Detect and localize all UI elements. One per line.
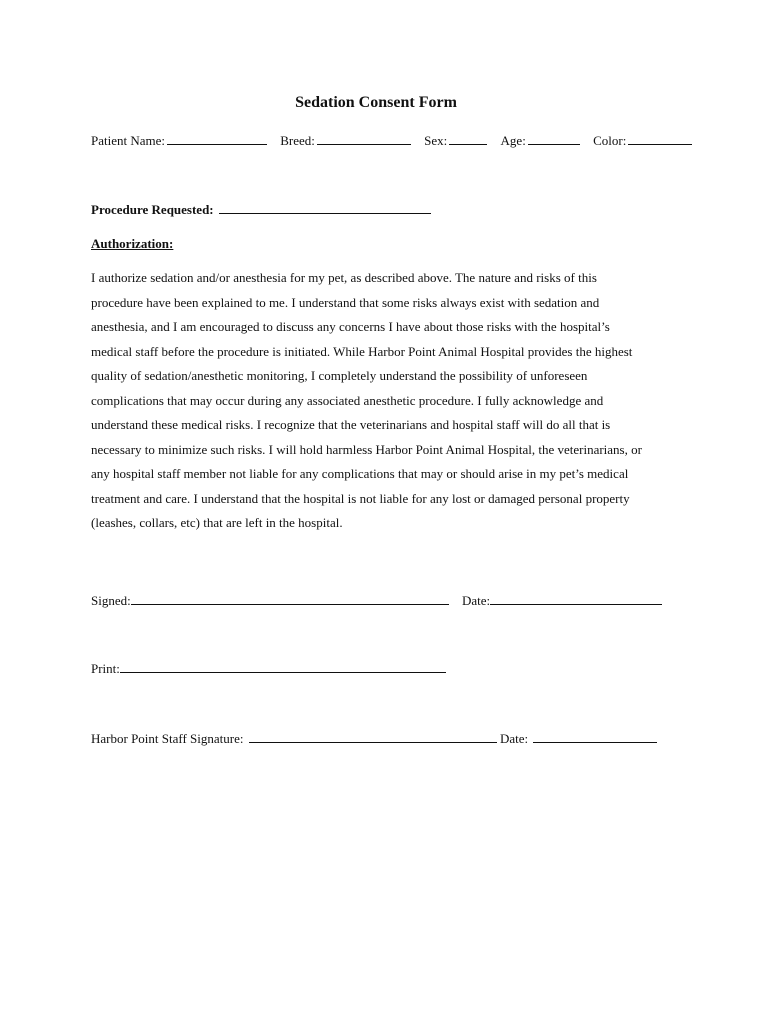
staff-signature-blank[interactable] [249, 731, 497, 743]
print-label: Print: [91, 661, 120, 676]
signature-row [91, 593, 662, 609]
paragraph-line: I authorize sedation and/or anesthesia for my pet, as described above. The nature and risks of this [91, 270, 597, 285]
date-blank[interactable] [490, 593, 662, 605]
paragraph-line: medical staff before the procedure is initiated. While Harbor Point Animal Hospital provides the highest [91, 343, 633, 359]
patient-name-label: Patient Name: [91, 133, 166, 148]
breed-blank[interactable] [317, 133, 411, 145]
authorization-heading: Authorization: [91, 236, 174, 251]
print-blank[interactable] [120, 661, 446, 673]
paragraph-line: complications that may occur during any associated anesthetic procedure. I fully acknowledge and [91, 392, 604, 408]
procedure-requested-blank[interactable] [219, 202, 431, 214]
procedure-requested-label: Procedure Requested: [91, 202, 214, 217]
sex-field [424, 133, 490, 148]
procedure-requested-row [91, 202, 431, 218]
age-blank[interactable] [528, 133, 580, 145]
breed-field [280, 133, 414, 148]
age-label: Age: [500, 133, 526, 148]
patient-name-field [91, 133, 270, 148]
sex-blank[interactable] [449, 133, 487, 145]
paragraph-line: anesthesia, and I am encouraged to discuss any concerns I have about those risks with the hospital’s [91, 319, 610, 334]
paragraph-line: any hospital staff member not liable for any complications that may or should arise in my pet’s medical [91, 466, 629, 481]
breed-label: Breed: [280, 133, 315, 148]
paragraph-line: procedure have been explained to me. I understand that some risks always exist with sedation and [91, 294, 600, 310]
patient-name-blank[interactable] [167, 133, 267, 145]
paragraph-line: treatment and care. I understand that the hospital is not liable for any lost or damaged personal property [91, 490, 630, 506]
age-field [501, 133, 584, 148]
sex-label: Sex: [424, 133, 448, 148]
form-title: Sedation Consent Form [295, 94, 457, 111]
paragraph-line: (leashes, collars, etc) that are left in the hospital. [91, 515, 343, 530]
patient-info-row [91, 133, 702, 149]
color-blank[interactable] [628, 133, 692, 145]
color-field [593, 133, 692, 148]
print-row [91, 661, 446, 677]
signed-blank[interactable] [131, 593, 449, 605]
staff-date-blank[interactable] [533, 731, 657, 743]
staff-signature-row [91, 731, 657, 747]
signed-label: Signed: [91, 593, 131, 608]
staff-signature-label: Harbor Point Staff Signature: [91, 731, 244, 746]
staff-date-label: Date: [500, 731, 529, 746]
color-label: Color: [593, 133, 627, 148]
date-label: Date: [461, 593, 491, 608]
paragraph-line: understand these medical risks. I recognize that the veterinarians and hospital staff will do all that is [91, 417, 611, 432]
authorization-paragraph [91, 266, 691, 536]
paragraph-line: quality of sedation/anesthetic monitoring, I completely understand the possibility of unforeseen [91, 368, 588, 383]
paragraph-line: necessary to minimize such risks. I will hold harmless Harbor Point Animal Hospital, the veterinarians, or [91, 441, 642, 457]
